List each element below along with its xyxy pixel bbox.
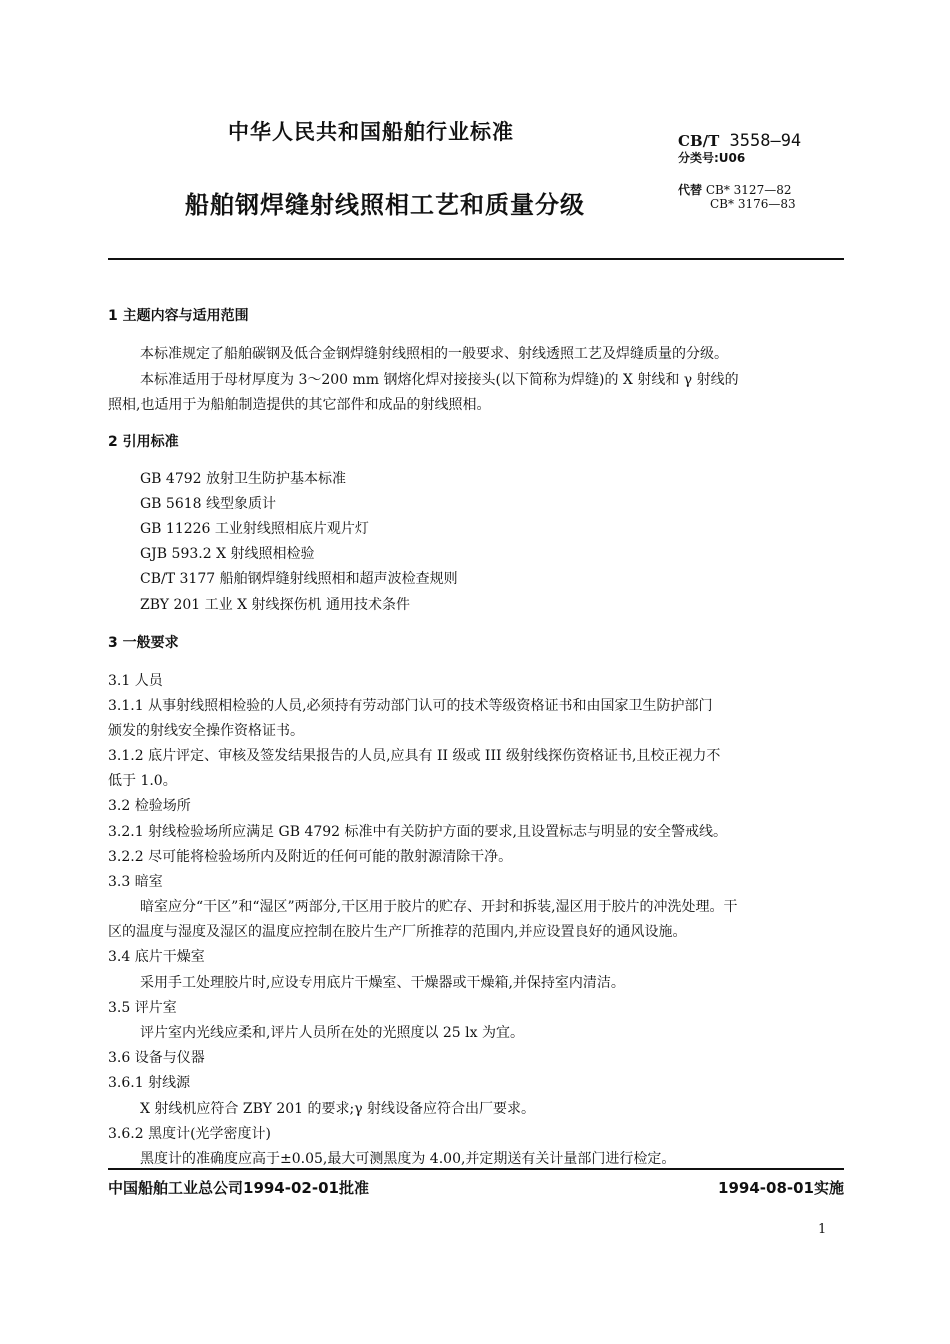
paragraph: 照相,也适用于为船舶制造提供的其它部件和成品的射线照相。 xyxy=(108,397,491,413)
section-2-heading: 2 引用标准 xyxy=(108,434,179,450)
subsection-heading: 3.3 暗室 xyxy=(108,874,163,890)
paragraph: 3.2.1 射线检验场所应满足 GB 4792 标准中有关防护方面的要求,且设置标志与明显的安全警戒线。 xyxy=(108,824,727,840)
paragraph: 3.1.2 底片评定、审核及签发结果报告的人员,应具有 II 级或 III 级射线探伤资格证书,且校正视力不 xyxy=(108,748,721,764)
subsection-heading: 3.6.1 射线源 xyxy=(108,1075,191,1091)
standard-number-value: 3558—94 xyxy=(729,131,802,151)
replaces-standard-2: CB* 3176—83 xyxy=(710,197,796,211)
standard-header-title: 中华人民共和国船舶行业标准 xyxy=(228,120,514,144)
paragraph: 黑度计的准确度应高于±0.05,最大可测黑度为 4.00,并定期送有关计量部门进行检定。 xyxy=(140,1151,676,1167)
paragraph: 低于 1.0。 xyxy=(108,773,177,789)
standard-prefix: CB/T xyxy=(678,132,720,150)
paragraph: X 射线机应符合 ZBY 201 的要求;γ 射线设备应符合出厂要求。 xyxy=(140,1101,536,1117)
footer-divider xyxy=(108,1168,844,1170)
paragraph: 评片室内光线应柔和,评片人员所在处的光照度以 25 lx 为宜。 xyxy=(140,1025,524,1041)
page-number: 1 xyxy=(818,1222,827,1237)
document-title: 船舶钢焊缝射线照相工艺和质量分级 xyxy=(185,191,585,219)
subsection-heading: 3.1 人员 xyxy=(108,673,163,689)
paragraph: 区的温度与湿度及湿区的温度应控制在胶片生产厂所推荐的范围内,并应设置良好的通风设施。 xyxy=(108,924,687,940)
subsection-heading: 3.5 评片室 xyxy=(108,1000,177,1016)
standard-number xyxy=(678,131,801,151)
paragraph: 3.2.2 尽可能将检验场所内及附近的任何可能的散射源清除干净。 xyxy=(108,849,513,865)
reference-item: GB 4792 放射卫生防护基本标准 xyxy=(140,471,347,487)
paragraph: 采用手工处理胶片时,应设专用底片干燥室、干燥器或干燥箱,并保持室内清洁。 xyxy=(140,975,625,991)
header-divider xyxy=(108,258,844,260)
effective-date: 1994-08-01实施 xyxy=(718,1179,844,1197)
reference-item: ZBY 201 工业 X 射线探伤机 通用技术条件 xyxy=(140,597,410,613)
section-1-heading: 1 主题内容与适用范围 xyxy=(108,308,249,324)
classification-number: 分类号:U06 xyxy=(678,151,746,165)
subsection-heading: 3.6.2 黑度计(光学密度计) xyxy=(108,1126,271,1142)
paragraph: 颁发的射线安全操作资格证书。 xyxy=(108,723,304,739)
reference-item: GB 11226 工业射线照相底片观片灯 xyxy=(140,521,369,537)
replaces-label: 代替 xyxy=(678,183,703,197)
paragraph: 本标准规定了船舶碳钢及低合金钢焊缝射线照相的一般要求、射线透照工艺及焊缝质量的分级。 xyxy=(140,346,728,362)
section-3-heading: 3 一般要求 xyxy=(108,635,179,651)
subsection-heading: 3.2 检验场所 xyxy=(108,798,191,814)
subsection-heading: 3.4 底片干燥室 xyxy=(108,949,205,965)
replaces-line-1 xyxy=(678,181,791,198)
approval-date: 中国船舶工业总公司1994-02-01批准 xyxy=(108,1179,369,1197)
subsection-heading: 3.6 设备与仪器 xyxy=(108,1050,205,1066)
paragraph: 本标准适用于母材厚度为 3～200 mm 钢熔化焊对接接头(以下简称为焊缝)的 X 射线和 γ 射线的 xyxy=(140,372,739,388)
reference-item: GJB 593.2 X 射线照相检验 xyxy=(140,546,315,562)
paragraph: 暗室应分“干区”和“湿区”两部分,干区用于胶片的贮存、开封和拆装,湿区用于胶片的冲洗处理。干 xyxy=(140,899,738,915)
reference-item: CB/T 3177 船舶钢焊缝射线照相和超声波检查规则 xyxy=(140,571,458,587)
reference-item: GB 5618 线型象质计 xyxy=(140,496,277,512)
replaces-standard-1: CB* 3127—82 xyxy=(705,183,792,197)
paragraph: 3.1.1 从事射线照相检验的人员,必须持有劳动部门认可的技术等级资格证书和由国家卫生防护部门 xyxy=(108,698,713,714)
